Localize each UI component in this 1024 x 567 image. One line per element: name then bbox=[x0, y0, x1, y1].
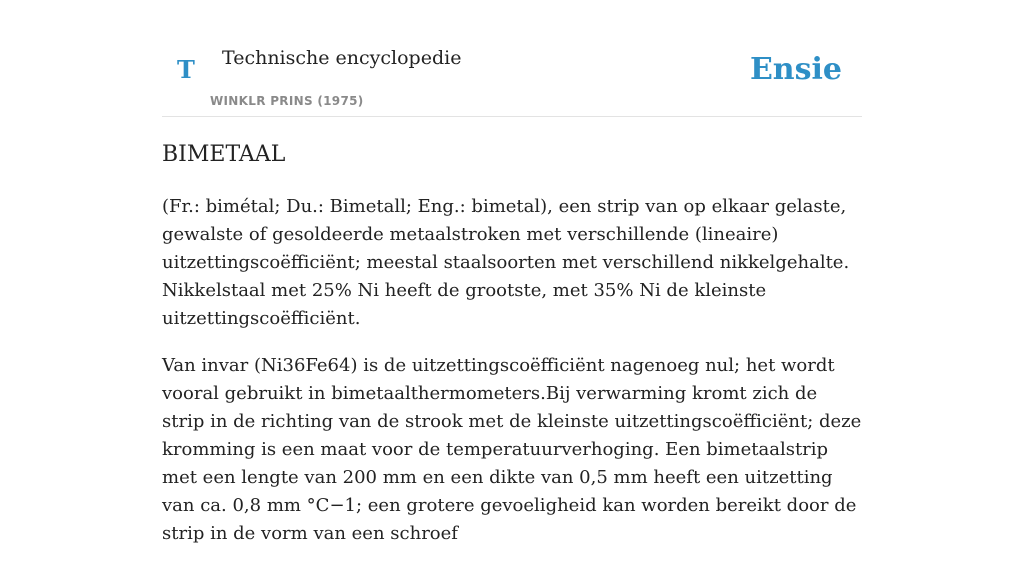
article-paragraph: (Fr.: bimétal; Du.: Bimetall; Eng.: bimetal), een strip van op elkaar gelaste, gewalste of gesoldeerde metaalstroken met verschillende (lineaire) uitzettingscoëfficiënt; meestal staalsoorten met verschillend nikkelgehalte. Nikkelstaal met 25% Ni heeft de grootste, met 35% Ni de kleinste uitzettingscoëfficiënt. bbox=[162, 196, 850, 329]
book-source: WINKLR PRINS (1975) bbox=[210, 94, 364, 108]
article-paragraph: Van invar (Ni36Fe64) is de uitzettingscoëfficiënt nagenoeg nul; het wordt vooral gebruikt in bimetaalthermometers.Bij verwarming kromt zich de strip in de richting van de strook met de kleinste uitzettingscoëfficiënt; deze kromming is een maat voor de temperatuurverhoging. Een bimetaalstrip met een lengte van 200 mm en een dikte van 0,5 mm heeft een uitzetting van ca. 0,8 mm °C−1; een grotere gevoeligheid kan worden bereikt door de strip in de vorm van een schroef bbox=[162, 355, 862, 544]
article-title: BIMETAAL bbox=[162, 142, 286, 167]
book-title[interactable]: Technische encyclopedie bbox=[222, 47, 462, 69]
ensie-brand-link[interactable]: Ensie bbox=[749, 52, 842, 87]
book-header bbox=[162, 0, 862, 117]
book-logo-link[interactable]: T bbox=[177, 55, 195, 84]
article bbox=[162, 138, 862, 567]
